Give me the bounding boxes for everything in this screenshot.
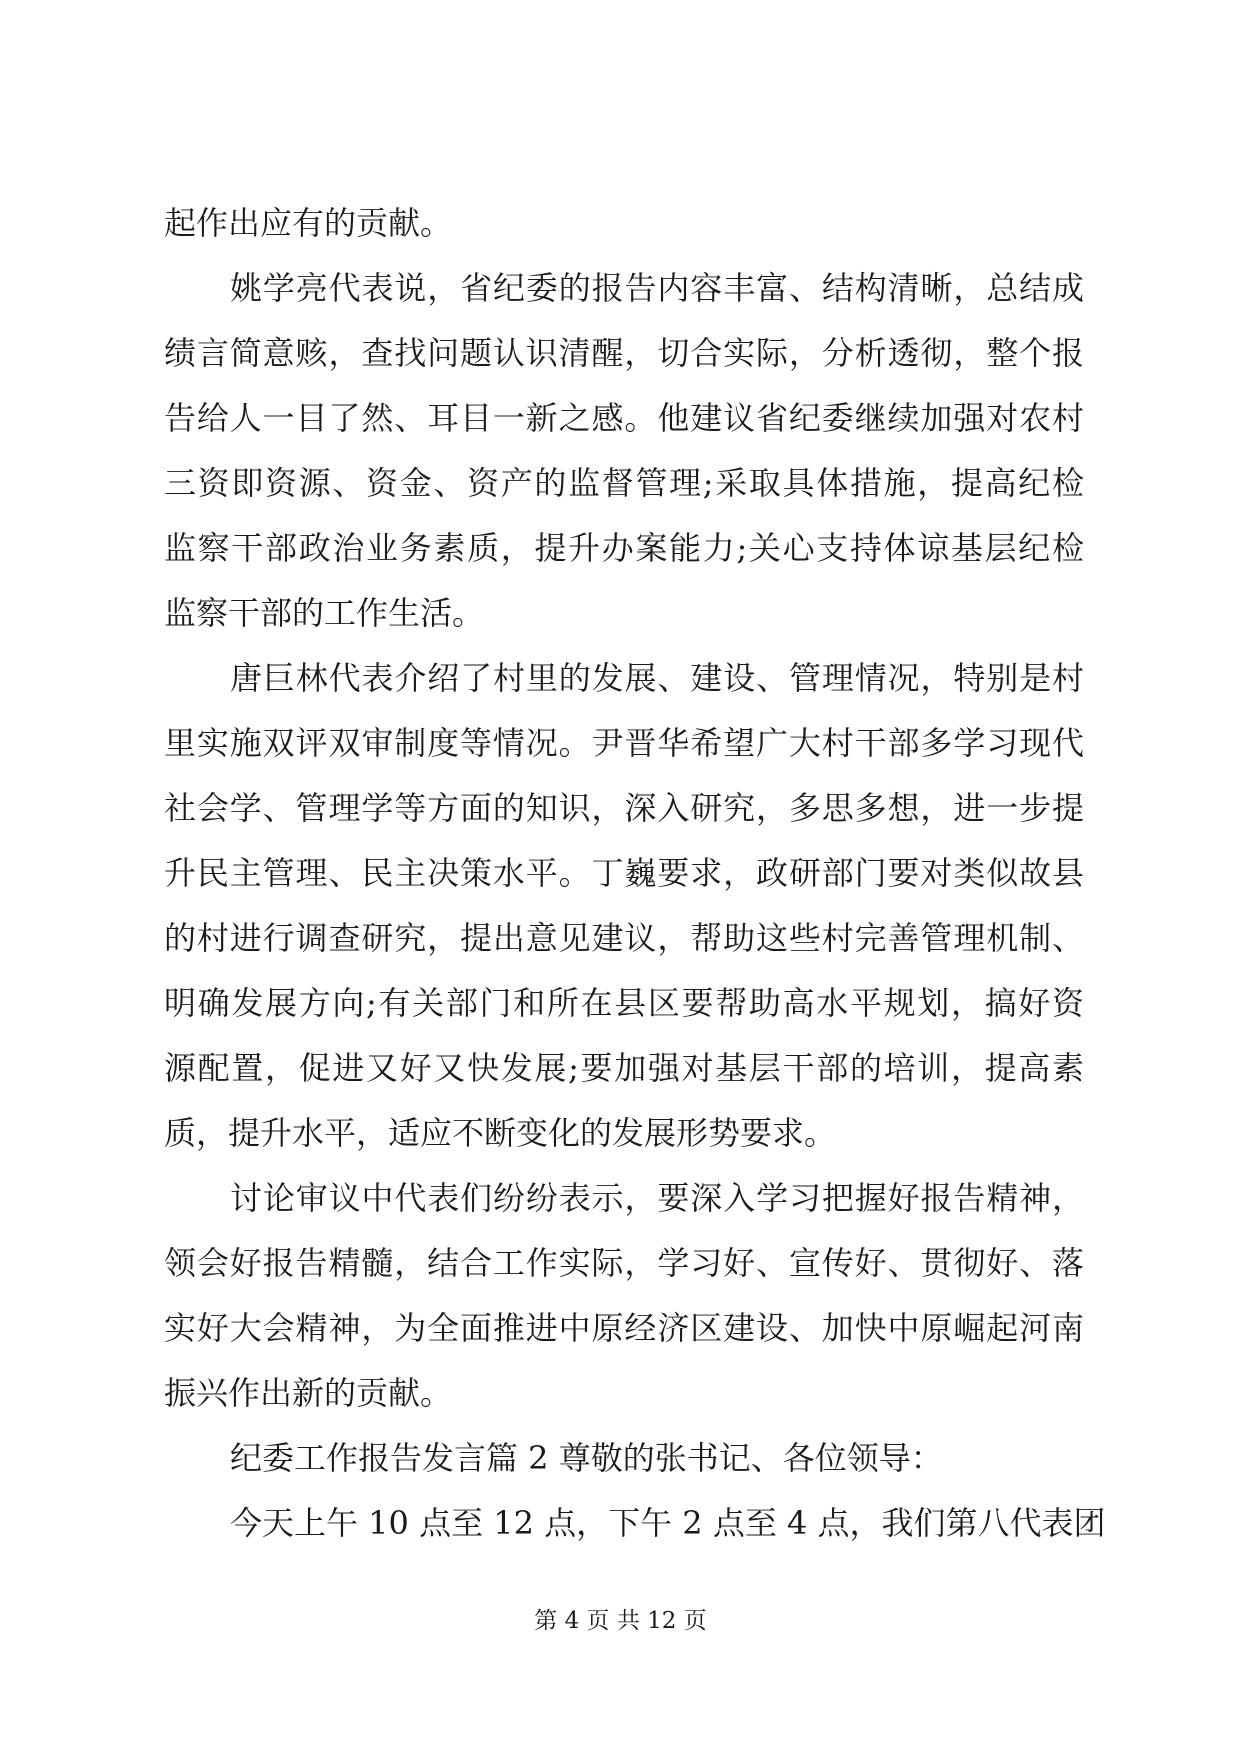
text-line: 监察干部的工作生活。 bbox=[164, 594, 485, 632]
text-line: 告给人一目了然、耳目一新之感。他建议省纪委继续加强对农村 bbox=[164, 399, 1084, 437]
text-line: 姚学亮代表说，省纪委的报告内容丰富、结构清晰，总结成 bbox=[230, 269, 1084, 307]
text-line: 今天上午 10 点至 12 点，下午 2 点至 4 点，我们第八代表团 bbox=[230, 1504, 1106, 1542]
text-line: 振兴作出新的贡献。 bbox=[164, 1374, 453, 1412]
text-line: 领会好报告精髓，结合工作实际，学习好、宣传好、贯彻好、落 bbox=[164, 1244, 1084, 1282]
text-line: 实好大会精神，为全面推进中原经济区建设、加快中原崛起河南 bbox=[164, 1309, 1084, 1347]
text-line: 纪委工作报告发言篇 2 尊敬的张书记、各位领导： bbox=[230, 1439, 943, 1477]
text-line: 质，提升水平，适应不断变化的发展形势要求。 bbox=[164, 1114, 837, 1152]
text-line: 明确发展方向;有关部门和所在县区要帮助高水平规划，搞好资 bbox=[164, 984, 1084, 1022]
text-line: 升民主管理、民主决策水平。丁巍要求，政研部门要对类似故县 bbox=[164, 854, 1084, 892]
text-line: 里实施双评双审制度等情况。尹晋华希望广大村干部多学习现代 bbox=[164, 724, 1084, 762]
text-line: 监察干部政治业务素质，提升办案能力;关心支持体谅基层纪检 bbox=[164, 529, 1084, 567]
text-line: 社会学、管理学等方面的知识，深入研究，多思多想，进一步提 bbox=[164, 789, 1084, 827]
text-line: 讨论审议中代表们纷纷表示，要深入学习把握好报告精神， bbox=[230, 1179, 1084, 1217]
text-line: 起作出应有的贡献。 bbox=[164, 204, 453, 242]
page-footer: 第 4 页 共 12 页 bbox=[534, 1608, 707, 1634]
text-line: 绩言简意赅，查找问题认识清醒，切合实际，分析透彻，整个报 bbox=[164, 334, 1084, 372]
text-line: 源配置，促进又好又快发展;要加强对基层干部的培训，提高素 bbox=[164, 1049, 1084, 1087]
text-line: 的村进行调查研究，提出意见建议，帮助这些村完善管理机制、 bbox=[164, 919, 1084, 957]
document-body bbox=[164, 191, 1106, 1556]
text-line: 唐巨林代表介绍了村里的发展、建设、管理情况，特别是村 bbox=[230, 659, 1084, 697]
text-line: 三资即资源、资金、资产的监督管理;采取具体措施，提高纪检 bbox=[164, 464, 1084, 502]
